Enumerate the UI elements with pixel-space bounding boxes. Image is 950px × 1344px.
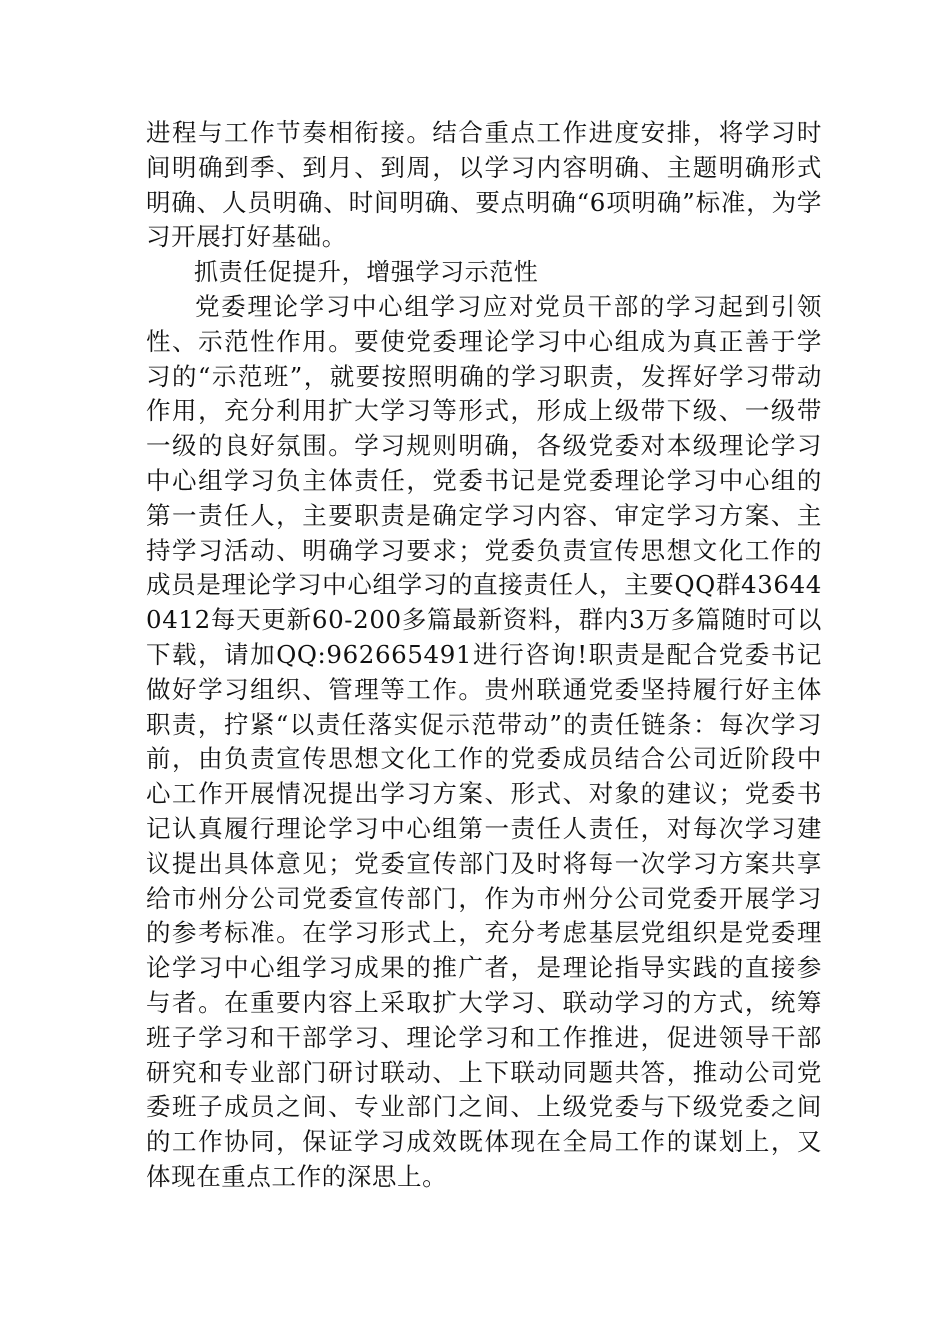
section-heading: 抓责任促提升，增强学习示范性 <box>194 258 539 287</box>
document-body <box>146 116 822 1195</box>
paragraph-continuation: 进程与工作节奏相衔接。结合重点工作进度安排，将学习时间明确到季、到月、到周，以学习内容明确、主题明确形式明确、人员明确、时间明确、要点明确“6项明确”标准，为学习开展打好基础。 <box>146 118 822 252</box>
paragraph-body: 党委理论学习中心组学习应对党员干部的学习起到引领性、示范性作用。要使党委理论学习中心组成为真正善于学习的“示范班”，就要按照明确的学习职责，发挥好学习带动作用，充分利用扩大学习等形式，形成上级带下级、一级带一级的良好氛围。学习规则明确，各级党委对本级理论学习中心组学习负主体责任，党委书记是党委理论学习中心组的第一责任人，主要职责是确定学习内容、审定学习方案、主持学习活动、明确学习要求；党委负责宣传思想文化工作的成员是理论学习中心组学习的直接责任人，主要QQ群436440412每天更新60-200多篇最新资料，群内3万多篇随时可以下载，请加QQ:962665491进行咨询!职责是配合党委书记做好学习组织、管理等工作。贵州联通党委坚持履行好主体职责，拧紧“以责任落实促示范带动”的责任链条：每次学习前，由负责宣传思想文化工作的党委成员结合公司近阶段中心工作开展情况提出学习方案、形式、对象的建议；党委书记认真履行理论学习中心组第一责任人责任，对每次学习建议提出具体意见；党委宣传部门及时将每一次学习方案共享给市州分公司党委宣传部门，作为市州分公司党委开展学习的参考标准。在学习形式上，充分考虑基层党组织是党委理论学习中心组学习成果的推广者，是理论指导实践的直接参与者。在重要内容上采取扩大学习、联动学习的方式，统筹班子学习和干部学习、理论学习和工作推进，促进领导干部研究和专业部门研讨联动、上下联动同题共答，推动公司党委班子成员之间、专业部门之间、上级党委与下级党委之间的工作协同，保证学习成效既体现在全局工作的谋划上，又体现在重点工作的深思上。 <box>146 291 822 1191</box>
